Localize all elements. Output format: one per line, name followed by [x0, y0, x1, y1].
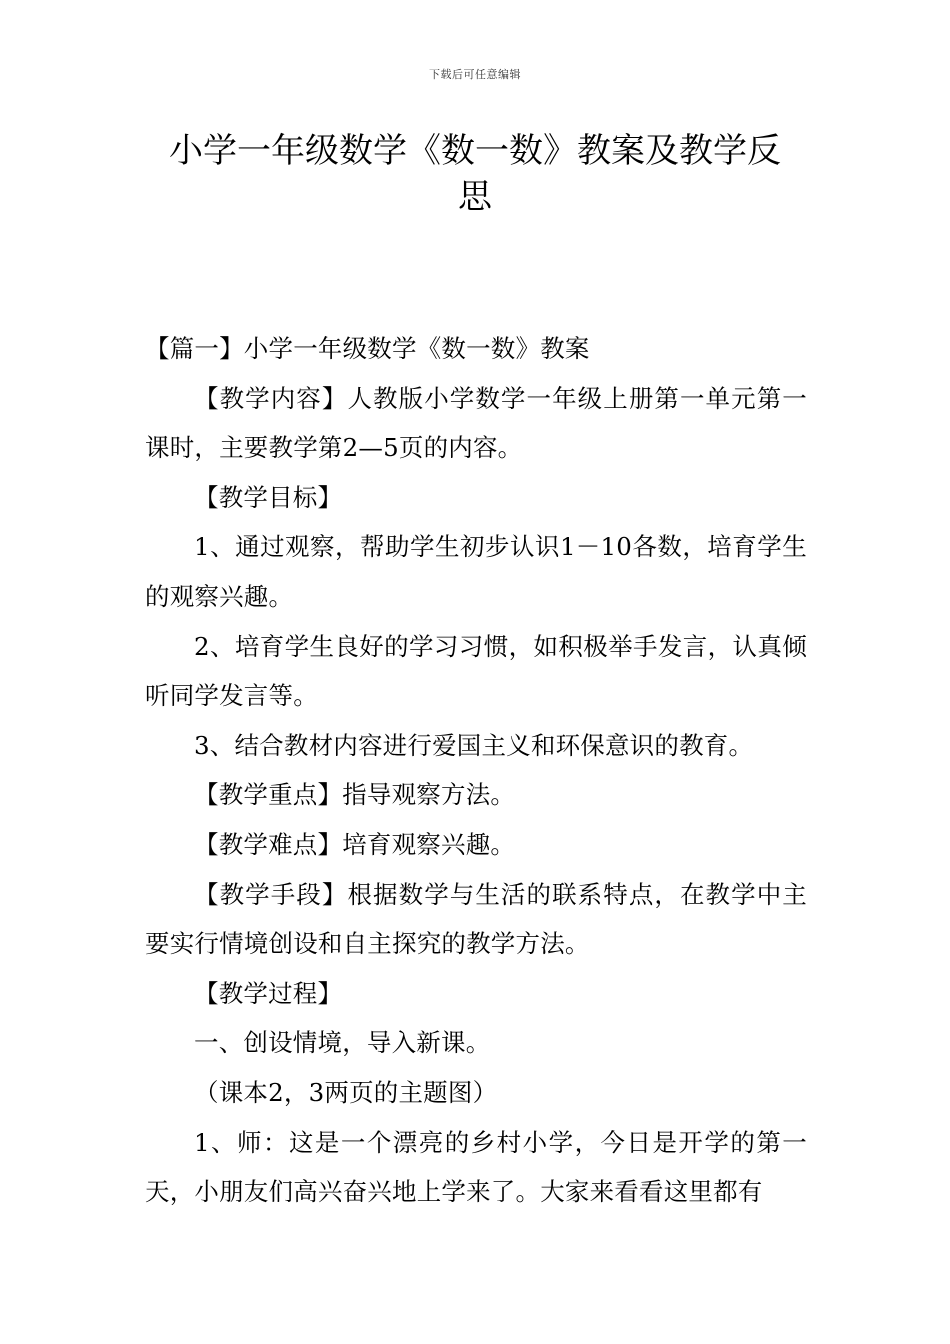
- paragraph-difficulty: 【教学难点】培育观察兴趣。: [194, 829, 516, 859]
- paragraph-process-heading: 【教学过程】: [194, 978, 343, 1008]
- paragraph-goal-1: 1、通过观察，帮助学生初步认识1－10各数，培育学生的观察兴趣。: [145, 532, 807, 611]
- paragraph-step-1: 一、创设情境，导入新课。: [194, 1028, 491, 1058]
- paragraph-teaching-goals-heading: 【教学目标】: [194, 482, 343, 512]
- section-heading: 【篇一】小学一年级数学《数一数》教案: [145, 334, 590, 363]
- paragraph-goal-3: 3、结合教材内容进行爱国主义和环保意识的教育。: [194, 730, 754, 760]
- document-body: [145, 324, 807, 1217]
- paragraph-key-point: 【教学重点】指导观察方法。: [194, 780, 516, 810]
- paragraph-teaching-content: 【教学内容】人教版小学数学一年级上册第一单元第一课时，主要教学第2—5页的内容。: [145, 383, 807, 463]
- header-note: 下载后可任意编辑: [429, 68, 521, 81]
- document-title: [145, 128, 805, 220]
- paragraph-teaching-means: 【教学手段】根据数学与生活的联系特点，在教学中主要实行情境创设和自主探究的教学方法。: [145, 879, 807, 959]
- paragraph-textbook-note: （课本2，3两页的主题图）: [194, 1077, 498, 1107]
- paragraph-goal-2: 2、培育学生良好的学习习惯，如积极举手发言，认真倾听同学发言等。: [145, 631, 807, 711]
- title-line-2: 思: [458, 177, 492, 217]
- title-line-1: 小学一年级数学《数一数》教案及教学反: [169, 131, 781, 171]
- paragraph-teacher-intro: 1、师：这是一个漂亮的乡村小学，今日是开学的第一天，小朋友们高兴奋兴地上学来了。大家来看看这里都有: [145, 1127, 807, 1207]
